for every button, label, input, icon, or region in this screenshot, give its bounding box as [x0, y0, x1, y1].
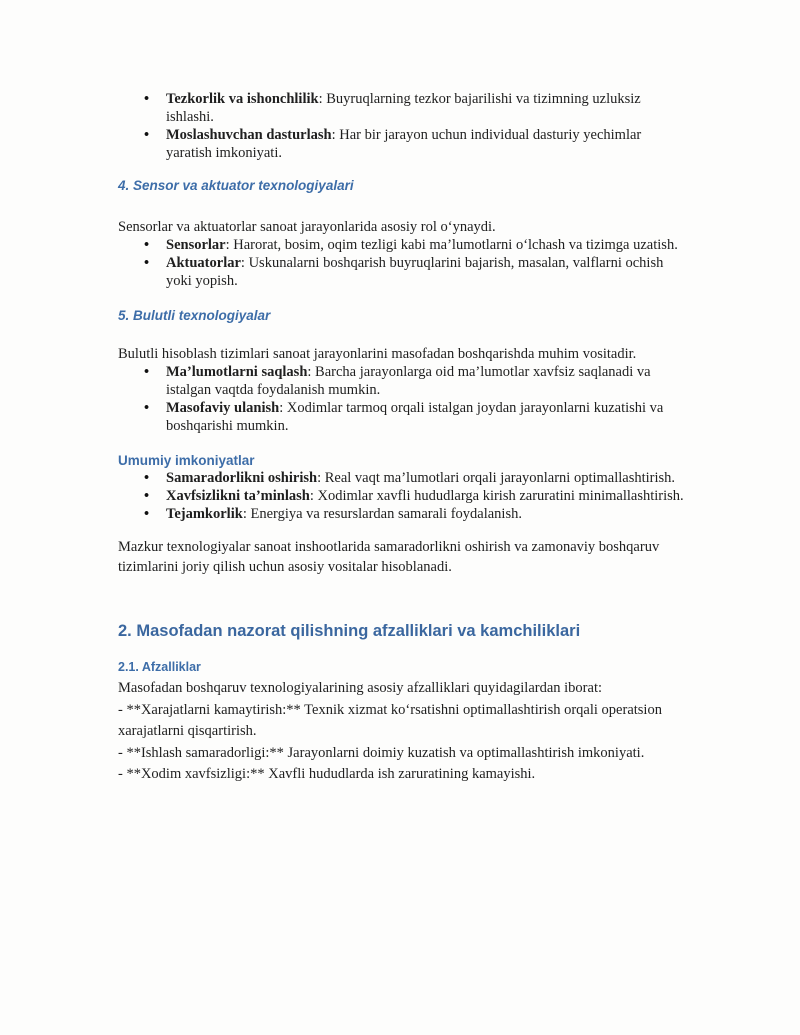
closing-paragraph: Mazkur texnologiyalar sanoat inshootlarida samaradorlikni oshirish va zamonaviy boshqaruv tizimlarini joriy qilish uchun asosiy vositalar hisoblanadi.: [118, 539, 660, 575]
bullet-term: Tejamkorlik: [166, 506, 243, 522]
list-item: [118, 363, 685, 399]
bullet-term: Moslashuvchan dasturlash: [166, 127, 332, 143]
bullet-description: : Xodimlar xavfli hududlarga kirish zaruratini minimallashtirish.: [309, 488, 684, 504]
bullet-term: Aktuatorlar: [166, 255, 241, 271]
list-item: [118, 254, 685, 290]
list-item: [118, 487, 685, 505]
list-item: [118, 469, 685, 487]
bullet-term: Masofaviy ulanish: [166, 400, 280, 416]
cloud-feature-list: [118, 363, 685, 435]
plc-feature-list: [118, 90, 685, 162]
bullet-description: : Har bir jarayon uchun individual dasturiy yechimlar yaratish imkoniyati.: [166, 127, 642, 161]
heading-bulutli-texnologiyalar: 5. Bulutli texnologiyalar: [118, 308, 271, 323]
paragraph-line: - **Xodim xavfsizligi:** Xavfli hududlarda ish zaruratining kamayishi.: [118, 766, 536, 782]
list-item: [118, 90, 685, 126]
bullet-term: Xavfsizlikni ta’minlash: [166, 488, 310, 504]
advantages-markdown-block: [118, 678, 685, 786]
list-item: [118, 126, 685, 162]
bullet-description: : Barcha jarayonlarga oid ma’lumotlar xavfsiz saqlanadi va istalgan vaqtda foydalanish mumkin.: [166, 364, 651, 398]
bullet-description: : Buyruqlarning tezkor bajarilishi va tizimning uzluksiz ishlashi.: [166, 91, 641, 125]
bullet-description: : Harorat, bosim, oqim tezligi kabi ma’lumotlarni o‘lchash va tizimga uzatish.: [225, 237, 678, 253]
bullet-description: : Uskunalarni boshqarish buyruqlarini bajarish, masalan, valflarni ochish yoki yopish.: [166, 255, 664, 289]
bullet-description: : Real vaqt ma’lumotlari orqali jarayonlarni optimallashtirish.: [317, 470, 676, 486]
paragraph-line: - **Ishlash samaradorligi:** Jarayonlarni doimiy kuzatish va optimallashtirish imkoniyati.: [118, 744, 645, 761]
bullet-description: : Energiya va resurslardan samarali foydalanish.: [242, 506, 522, 522]
bullet-term: Sensorlar: [166, 237, 226, 253]
heading-2-1-afzalliklar: 2.1. Afzalliklar: [118, 660, 201, 674]
heading-chapter-2: 2. Masofadan nazorat qilishning afzalliklari va kamchiliklari: [118, 622, 581, 640]
bullet-term: Tezkorlik va ishonchlilik: [166, 91, 319, 107]
list-item: [118, 236, 685, 254]
bullet-description: : Xodimlar tarmoq orqali istalgan joydan jarayonlarni kuzatishi va boshqarishi mumkin.: [166, 400, 664, 434]
sensor-aktuator-list: [118, 236, 685, 290]
cloud-intro-paragraph: Bulutli hisoblash tizimlari sanoat jarayonlarini masofadan boshqarishda muhim vositadir.: [118, 346, 637, 362]
sensor-intro-paragraph: Sensorlar va aktuatorlar sanoat jarayonlarida asosiy rol o‘ynaydi.: [118, 219, 496, 235]
heading-sensor-aktuator: 4. Sensor va aktuator texnologiyalari: [118, 178, 354, 193]
paragraph-line: - **Xarajatlarni kamaytirish:** Texnik xizmat ko‘rsatishni optimallashtirish orqali operatsion xarajatlarni qisqartirish.: [118, 701, 662, 739]
list-item: [118, 505, 685, 523]
general-capabilities-list: [118, 469, 685, 523]
paragraph-line: Masofadan boshqaruv texnologiyalarining asosiy afzalliklari quyidagilardan iborat:: [118, 680, 603, 696]
bullet-term: Samaradorlikni oshirish: [166, 470, 318, 486]
heading-umumiy-imkoniyatlar: Umumiy imkoniyatlar: [118, 453, 255, 468]
bullet-term: Ma’lumotlarni saqlash: [166, 364, 308, 380]
list-item: [118, 399, 685, 435]
